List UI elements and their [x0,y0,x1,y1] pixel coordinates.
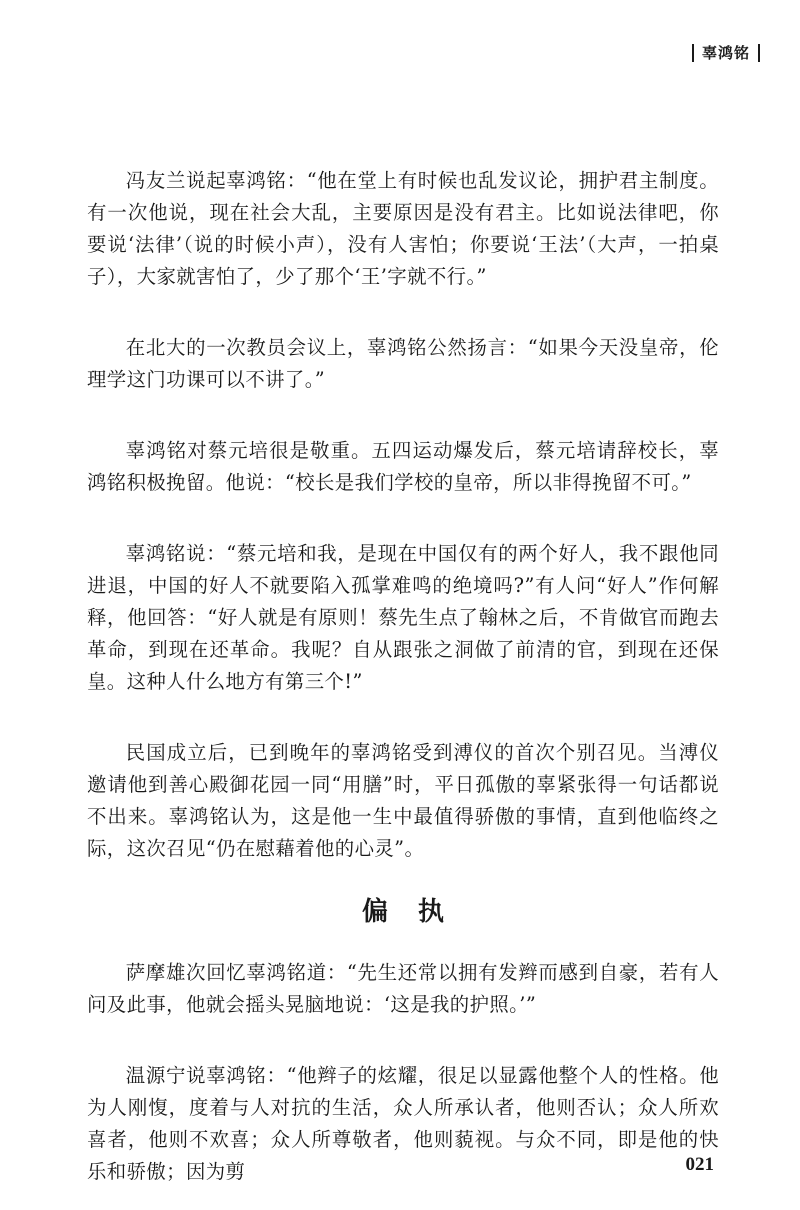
paragraph-gap [87,499,719,538]
paragraph: 辜鸿铭对蔡元培很是敬重。五四运动爆发后，蔡元培请辞校长，辜鸿铭积极挽留。他说：“校长是我们学校的皇帝，所以非得挽留不可。” [87,439,719,494]
paragraph-gap [87,1021,719,1060]
page-body [87,165,719,1188]
paragraph-gap [87,396,719,435]
paragraph: 民国成立后，已到晚年的辜鸿铭受到溥仪的首次个别召见。当溥仪邀请他到善心殿御花园一同“用膳”时，平日孤傲的辜紧张得一句话都说不出来。辜鸿铭认为，这是他一生中最值得骄傲的事情，直到他临终之际，这次召见“仍在慰藉着他的心灵”。 [87,741,719,860]
running-header-title: 辜鸿铭 [701,44,750,62]
paragraph: 萨摩雄次回忆辜鸿铭道：“先生还常以拥有发辫而感到自豪，若有人问及此事，他就会摇头晃脑地说：‘这是我的护照。’” [87,961,719,1016]
header-divider-left [692,44,694,62]
page-number: 021 [685,1154,714,1175]
paragraph: 辜鸿铭说：“蔡元培和我，是现在中国仅有的两个好人，我不跟他同进退，中国的好人不就要陷入孤掌难鸣的绝境吗?”有人问“好人”作何解释，他回答：“好人就是有原则！蔡先生点了翰林之后，不肯做官而跑去革命，到现在还革命。我呢？自从跟张之洞做了前清的官，到现在还保皇。这种人什么地方有第三个!” [87,542,719,693]
paragraph-gap [87,293,719,332]
running-header [692,42,760,63]
section-title: 偏执 [361,897,474,927]
paragraph-gap [87,698,719,737]
header-divider-right [758,44,760,62]
paragraph: 在北大的一次教员会议上，辜鸿铭公然扬言：“如果今天没皇帝，伦理学这门功课可以不讲了。” [87,336,719,391]
paragraph: 温源宁说辜鸿铭：“他辫子的炫耀，很足以显露他整个人的性格。他为人刚愎，度着与人对抗的生活，众人所承认者，他则否认；众人所欢喜者，他则不欢喜；众人所尊敬者，他则藐视。与众不同，即是他的快乐和骄傲；因为剪 [87,1064,719,1183]
paragraph: 冯友兰说起辜鸿铭：“他在堂上有时候也乱发议论，拥护君主制度。有一次他说，现在社会大乱，主要原因是没有君主。比如说法律吧，你要说‘法律’（说的时候小声），没有人害怕；你要说‘王法’（大声，一拍桌子），大家就害怕了，少了那个‘王’字就不行。” [87,169,719,288]
